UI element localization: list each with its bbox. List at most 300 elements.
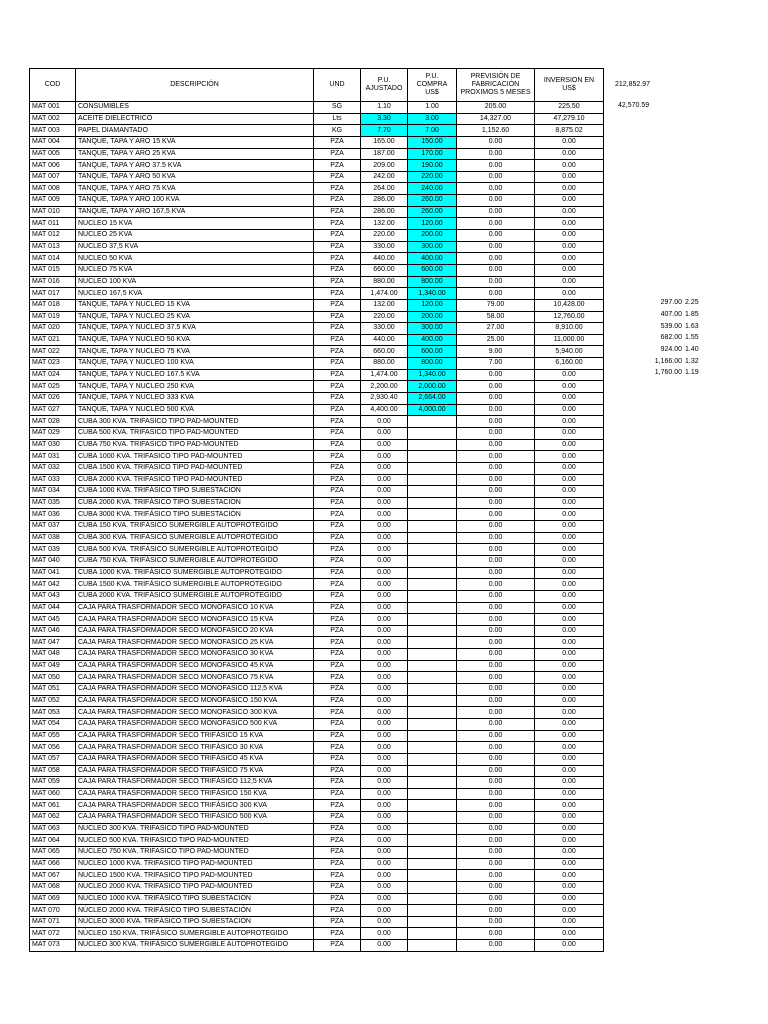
table-row xyxy=(30,334,604,346)
cell-descripcion: CUBA 1000 KVA. TRIFÁSICO SUMERGIBLE AUTOPROTEGIDO xyxy=(76,567,314,579)
cell-cod: MAT 018 xyxy=(30,299,76,311)
cell-und: PZA xyxy=(314,416,361,428)
cell-descripcion: TANQUE, TAPA Y NUCLEO 15 KVA xyxy=(76,299,314,311)
cell-cod: MAT 030 xyxy=(30,439,76,451)
cell-und: PZA xyxy=(314,858,361,870)
cell-cod: MAT 015 xyxy=(30,264,76,276)
cell-pu-compra xyxy=(408,614,457,626)
side-value-unit: 1,166.00 xyxy=(654,357,682,365)
cell-pu-ajustado: 0.00 xyxy=(361,916,408,928)
cell-pu-ajustado: 0.00 xyxy=(361,497,408,509)
cell-descripcion: CONSUMIBLES xyxy=(76,102,314,114)
cell-cod: MAT 014 xyxy=(30,253,76,265)
cell-und: PZA xyxy=(314,404,361,416)
cell-cod: MAT 072 xyxy=(30,928,76,940)
cell-pu-ajustado: 1,474.00 xyxy=(361,288,408,300)
cell-prevision: 0.00 xyxy=(457,812,535,824)
cell-pu-ajustado: 0.00 xyxy=(361,777,408,789)
cell-pu-compra: 600.00 xyxy=(408,264,457,276)
table-row xyxy=(30,870,604,882)
cell-inversion: 0.00 xyxy=(535,532,604,544)
cell-prevision: 0.00 xyxy=(457,276,535,288)
cell-pu-ajustado: 660.00 xyxy=(361,346,408,358)
cell-und: PZA xyxy=(314,486,361,498)
cell-und: PZA xyxy=(314,707,361,719)
cell-pu-compra: 170.00 xyxy=(408,148,457,160)
cell-pu-ajustado: 187.00 xyxy=(361,148,408,160)
cell-descripcion: CAJA PARA TRASFORMADOR SECO MONOFASICO 300 KVA xyxy=(76,707,314,719)
cell-und: PZA xyxy=(314,928,361,940)
cell-prevision: 0.00 xyxy=(457,742,535,754)
cell-pu-ajustado: 2,200.00 xyxy=(361,381,408,393)
cell-prevision: 0.00 xyxy=(457,847,535,859)
table-row xyxy=(30,905,604,917)
cell-descripcion: TANQUE, TAPA Y ARO 167,5 KVA xyxy=(76,206,314,218)
cell-und: PZA xyxy=(314,462,361,474)
cell-prevision: 0.00 xyxy=(457,195,535,207)
cell-cod: MAT 065 xyxy=(30,847,76,859)
cell-pu-ajustado: 4,400.00 xyxy=(361,404,408,416)
cell-pu-ajustado: 0.00 xyxy=(361,555,408,567)
cell-cod: MAT 049 xyxy=(30,660,76,672)
table-row xyxy=(30,113,604,125)
cell-pu-compra: 120.00 xyxy=(408,218,457,230)
cell-pu-compra xyxy=(408,672,457,684)
cell-pu-compra: 400.00 xyxy=(408,334,457,346)
cell-inversion: 0.00 xyxy=(535,823,604,835)
table-row xyxy=(30,695,604,707)
cell-pu-compra: 1,340.00 xyxy=(408,369,457,381)
cell-descripcion: TANQUE, TAPA Y NUCLEO 167.5 KVA xyxy=(76,369,314,381)
cell-und: PZA xyxy=(314,625,361,637)
cell-pu-compra xyxy=(408,858,457,870)
cell-und: PZA xyxy=(314,218,361,230)
cell-descripcion: NÚCLEO 300 KVA. TRIFÁSICO SUMERGIBLE AUTOPROTEGIDO xyxy=(76,940,314,952)
table-row xyxy=(30,497,604,509)
cell-pu-ajustado: 660.00 xyxy=(361,264,408,276)
cell-pu-ajustado: 0.00 xyxy=(361,451,408,463)
cell-und: PZA xyxy=(314,847,361,859)
cell-cod: MAT 026 xyxy=(30,393,76,405)
cell-prevision: 0.00 xyxy=(457,870,535,882)
table-row xyxy=(30,858,604,870)
cell-pu-compra xyxy=(408,684,457,696)
cell-inversion: 11,000.00 xyxy=(535,334,604,346)
table-row xyxy=(30,788,604,800)
table-row xyxy=(30,777,604,789)
cell-prevision: 0.00 xyxy=(457,555,535,567)
cell-pu-ajustado: 0.00 xyxy=(361,707,408,719)
cell-prevision: 0.00 xyxy=(457,264,535,276)
table-row xyxy=(30,195,604,207)
cell-pu-compra xyxy=(408,707,457,719)
cell-cod: MAT 001 xyxy=(30,102,76,114)
cell-pu-compra: 3.00 xyxy=(408,113,457,125)
table-row xyxy=(30,288,604,300)
cell-cod: MAT 061 xyxy=(30,800,76,812)
cell-pu-ajustado: 0.00 xyxy=(361,730,408,742)
cell-pu-compra xyxy=(408,765,457,777)
cell-und: PZA xyxy=(314,369,361,381)
cell-prevision: 0.00 xyxy=(457,695,535,707)
cell-pu-ajustado: 0.00 xyxy=(361,881,408,893)
table-row xyxy=(30,881,604,893)
cell-cod: MAT 003 xyxy=(30,125,76,137)
cell-pu-ajustado: 0.00 xyxy=(361,684,408,696)
cell-inversion: 0.00 xyxy=(535,649,604,661)
header-cod: COD xyxy=(30,69,76,102)
cell-pu-compra xyxy=(408,544,457,556)
table-row xyxy=(30,171,604,183)
cell-prevision: 0.00 xyxy=(457,602,535,614)
cell-inversion: 0.00 xyxy=(535,695,604,707)
cell-prevision: 0.00 xyxy=(457,521,535,533)
cell-und: PZA xyxy=(314,439,361,451)
cell-cod: MAT 068 xyxy=(30,881,76,893)
cell-pu-compra xyxy=(408,800,457,812)
cell-descripcion: CUBA 2000 KVA. TRIFÁSICO SUMERGIBLE AUTOPROTEGIDO xyxy=(76,590,314,602)
cell-cod: MAT 037 xyxy=(30,521,76,533)
cell-und: PZA xyxy=(314,753,361,765)
cell-cod: MAT 002 xyxy=(30,113,76,125)
cell-prevision: 0.00 xyxy=(457,858,535,870)
cell-prevision: 0.00 xyxy=(457,916,535,928)
cell-und: PZA xyxy=(314,905,361,917)
table-row xyxy=(30,730,604,742)
cell-pu-compra: 200.00 xyxy=(408,311,457,323)
cell-cod: MAT 055 xyxy=(30,730,76,742)
cell-cod: MAT 059 xyxy=(30,777,76,789)
cell-cod: MAT 047 xyxy=(30,637,76,649)
cell-pu-ajustado: 0.00 xyxy=(361,695,408,707)
cell-prevision: 0.00 xyxy=(457,160,535,172)
header-row xyxy=(30,69,604,102)
cell-und: PZA xyxy=(314,590,361,602)
cell-und: PZA xyxy=(314,823,361,835)
cell-und: PZA xyxy=(314,148,361,160)
cell-descripcion: NUCLEO 25 KVA xyxy=(76,230,314,242)
cell-inversion: 0.00 xyxy=(535,404,604,416)
cell-pu-compra: 300.00 xyxy=(408,241,457,253)
cell-descripcion: NUCLEO 2000 KVA. TRIFASICO TIPO PAD-MOUNTED xyxy=(76,881,314,893)
cell-pu-ajustado: 330.00 xyxy=(361,241,408,253)
cell-descripcion: CAJA PARA TRASFORMADOR SECO TRIFÁSICO 300 KVA xyxy=(76,800,314,812)
table-row xyxy=(30,160,604,172)
cell-cod: MAT 019 xyxy=(30,311,76,323)
table-row xyxy=(30,125,604,137)
cell-pu-ajustado: 0.00 xyxy=(361,905,408,917)
cell-pu-compra: 2,664.00 xyxy=(408,393,457,405)
header-und: UND xyxy=(314,69,361,102)
cell-cod: MAT 062 xyxy=(30,812,76,824)
cell-inversion: 8,875.02 xyxy=(535,125,604,137)
cell-pu-compra: 150.00 xyxy=(408,136,457,148)
cell-inversion: 0.00 xyxy=(535,579,604,591)
cell-pu-ajustado: 1,474.00 xyxy=(361,369,408,381)
cell-descripcion: CUBA 150 KVA. TRIFÁSICO SUMERGIBLE AUTOPROTEGIDO xyxy=(76,521,314,533)
table-row xyxy=(30,451,604,463)
cell-inversion: 0.00 xyxy=(535,881,604,893)
cell-cod: MAT 028 xyxy=(30,416,76,428)
cell-prevision: 0.00 xyxy=(457,788,535,800)
cell-inversion: 0.00 xyxy=(535,195,604,207)
cell-pu-compra xyxy=(408,777,457,789)
cell-cod: MAT 025 xyxy=(30,381,76,393)
table-row xyxy=(30,590,604,602)
cell-prevision: 0.00 xyxy=(457,148,535,160)
cell-pu-compra xyxy=(408,812,457,824)
table-row xyxy=(30,602,604,614)
cell-pu-compra xyxy=(408,730,457,742)
cell-pu-ajustado: 0.00 xyxy=(361,847,408,859)
cell-inversion: 0.00 xyxy=(535,521,604,533)
table-row xyxy=(30,940,604,952)
cell-descripcion: CAJA PARA TRASFORMADOR SECO MONOFASICO 112,5 KVA xyxy=(76,684,314,696)
cell-inversion: 5,940.00 xyxy=(535,346,604,358)
cell-inversion: 0.00 xyxy=(535,486,604,498)
cell-pu-compra: 800.00 xyxy=(408,358,457,370)
cell-pu-compra: 400.00 xyxy=(408,253,457,265)
cell-pu-ajustado: 0.00 xyxy=(361,765,408,777)
table-row xyxy=(30,358,604,370)
cell-prevision: 0.00 xyxy=(457,462,535,474)
table-row xyxy=(30,102,604,114)
cell-descripcion: TANQUE, TAPA Y ARO 75 KVA xyxy=(76,183,314,195)
cell-inversion: 0.00 xyxy=(535,206,604,218)
header-pu-ajustado: P.U. AJUSTADO xyxy=(361,69,408,102)
cell-prevision: 0.00 xyxy=(457,940,535,952)
cell-pu-ajustado: 3.30 xyxy=(361,113,408,125)
cell-inversion: 0.00 xyxy=(535,148,604,160)
cell-und: PZA xyxy=(314,276,361,288)
cell-pu-compra xyxy=(408,439,457,451)
cell-cod: MAT 043 xyxy=(30,590,76,602)
cell-cod: MAT 016 xyxy=(30,276,76,288)
cell-cod: MAT 040 xyxy=(30,555,76,567)
cell-inversion: 0.00 xyxy=(535,765,604,777)
cell-prevision: 14,327.00 xyxy=(457,113,535,125)
cell-cod: MAT 034 xyxy=(30,486,76,498)
header-pu-compra: P.U. COMPRA US$ xyxy=(408,69,457,102)
cell-prevision: 0.00 xyxy=(457,649,535,661)
cell-cod: MAT 070 xyxy=(30,905,76,917)
cell-pu-ajustado: 440.00 xyxy=(361,253,408,265)
cell-prevision: 0.00 xyxy=(457,393,535,405)
cell-pu-ajustado: 132.00 xyxy=(361,299,408,311)
cell-und: PZA xyxy=(314,812,361,824)
cell-pu-ajustado: 330.00 xyxy=(361,323,408,335)
cell-pu-compra xyxy=(408,416,457,428)
cell-inversion: 0.00 xyxy=(535,940,604,952)
cell-prevision: 0.00 xyxy=(457,253,535,265)
cell-pu-compra: 220.00 xyxy=(408,171,457,183)
cell-descripcion: CUBA 1500 KVA. TRIFASICO TIPO PAD-MOUNTED xyxy=(76,462,314,474)
cell-inversion: 0.00 xyxy=(535,393,604,405)
cell-prevision: 0.00 xyxy=(457,800,535,812)
side-value-ratio: 1.55 xyxy=(685,334,699,342)
cell-inversion: 0.00 xyxy=(535,369,604,381)
table-row xyxy=(30,323,604,335)
cell-prevision: 0.00 xyxy=(457,439,535,451)
table-row xyxy=(30,625,604,637)
cell-pu-ajustado: 880.00 xyxy=(361,276,408,288)
cell-prevision: 0.00 xyxy=(457,707,535,719)
cell-descripcion: CUBA 300 KVA. TRIFÁSICO SUMERGIBLE AUTOPROTEGIDO xyxy=(76,532,314,544)
cell-inversion: 0.00 xyxy=(535,777,604,789)
cell-pu-ajustado: 0.00 xyxy=(361,800,408,812)
cell-descripcion: CAJA PARA TRASFORMADOR SECO TRIFÁSICO 500 KVA xyxy=(76,812,314,824)
cell-cod: MAT 069 xyxy=(30,893,76,905)
cell-cod: MAT 017 xyxy=(30,288,76,300)
side-value-unit: 407.00 xyxy=(660,311,682,319)
cell-pu-ajustado: 0.00 xyxy=(361,753,408,765)
cell-pu-ajustado: 0.00 xyxy=(361,625,408,637)
cell-pu-compra xyxy=(408,637,457,649)
cell-descripcion: TANQUE, TAPA Y ARO 100 KVA xyxy=(76,195,314,207)
table-row xyxy=(30,742,604,754)
cell-cod: MAT 006 xyxy=(30,160,76,172)
cell-und: PZA xyxy=(314,427,361,439)
cell-cod: MAT 007 xyxy=(30,171,76,183)
cell-und: PZA xyxy=(314,451,361,463)
cell-prevision: 7.00 xyxy=(457,358,535,370)
cell-cod: MAT 021 xyxy=(30,334,76,346)
cell-pu-compra xyxy=(408,649,457,661)
cell-prevision: 0.00 xyxy=(457,881,535,893)
table-row xyxy=(30,439,604,451)
cell-cod: MAT 011 xyxy=(30,218,76,230)
cell-prevision: 0.00 xyxy=(457,567,535,579)
table-row xyxy=(30,416,604,428)
cell-und: PZA xyxy=(314,800,361,812)
cell-pu-compra xyxy=(408,509,457,521)
cell-pu-ajustado: 0.00 xyxy=(361,439,408,451)
cell-pu-ajustado: 0.00 xyxy=(361,474,408,486)
cell-cod: MAT 013 xyxy=(30,241,76,253)
cell-und: SG xyxy=(314,102,361,114)
cell-pu-compra xyxy=(408,474,457,486)
cell-inversion: 0.00 xyxy=(535,858,604,870)
cell-cod: MAT 009 xyxy=(30,195,76,207)
cell-und: PZA xyxy=(314,684,361,696)
cell-und: PZA xyxy=(314,171,361,183)
cell-inversion: 0.00 xyxy=(535,730,604,742)
side-value-ratio: 1.40 xyxy=(685,345,699,353)
table-row xyxy=(30,299,604,311)
cell-inversion: 0.00 xyxy=(535,171,604,183)
cell-inversion: 0.00 xyxy=(535,742,604,754)
cell-und: PZA xyxy=(314,358,361,370)
side-value-ratio: 1.32 xyxy=(685,357,699,365)
cell-descripcion: NUCLEO 100 KVA xyxy=(76,276,314,288)
cell-und: PZA xyxy=(314,649,361,661)
table-row xyxy=(30,532,604,544)
cell-inversion: 0.00 xyxy=(535,718,604,730)
cell-pu-ajustado: 0.00 xyxy=(361,940,408,952)
cell-prevision: 0.00 xyxy=(457,497,535,509)
cell-und: PZA xyxy=(314,916,361,928)
cell-pu-compra xyxy=(408,532,457,544)
cell-prevision: 0.00 xyxy=(457,614,535,626)
cell-pu-compra xyxy=(408,567,457,579)
cell-und: PZA xyxy=(314,381,361,393)
cell-inversion: 0.00 xyxy=(535,602,604,614)
cell-inversion: 0.00 xyxy=(535,241,604,253)
cell-und: PZA xyxy=(314,695,361,707)
cell-inversion: 0.00 xyxy=(535,590,604,602)
cell-pu-compra xyxy=(408,555,457,567)
cell-cod: MAT 052 xyxy=(30,695,76,707)
cell-prevision: 0.00 xyxy=(457,474,535,486)
cell-pu-compra xyxy=(408,905,457,917)
cell-und: PZA xyxy=(314,660,361,672)
cell-descripcion: CAJA PARA TRASFORMADOR SECO TRIFÁSICO 30 KVA xyxy=(76,742,314,754)
cell-descripcion: CUBA 1500 KVA. TRIFÁSICO SUMERGIBLE AUTOPROTEGIDO xyxy=(76,579,314,591)
side-value-unit: 297.00 xyxy=(660,299,682,307)
cell-und: PZA xyxy=(314,893,361,905)
cell-prevision: 0.00 xyxy=(457,404,535,416)
cell-pu-ajustado: 0.00 xyxy=(361,858,408,870)
cell-pu-ajustado: 0.00 xyxy=(361,742,408,754)
cell-prevision: 0.00 xyxy=(457,718,535,730)
cell-descripcion: NUCLEO 300 KVA. TRIFASICO TIPO PAD-MOUNTED xyxy=(76,823,314,835)
cell-prevision: 0.00 xyxy=(457,579,535,591)
cell-pu-ajustado: 0.00 xyxy=(361,544,408,556)
side-value-ratio: 1.85 xyxy=(685,311,699,319)
cell-inversion: 0.00 xyxy=(535,707,604,719)
cell-cod: MAT 071 xyxy=(30,916,76,928)
cell-pu-ajustado: 0.00 xyxy=(361,637,408,649)
side-value-ratio: 1.63 xyxy=(685,322,699,330)
table-row xyxy=(30,847,604,859)
cell-pu-ajustado: 0.00 xyxy=(361,614,408,626)
cell-pu-compra xyxy=(408,835,457,847)
cell-inversion: 0.00 xyxy=(535,276,604,288)
cell-prevision: 0.00 xyxy=(457,486,535,498)
cell-pu-ajustado: 242.00 xyxy=(361,171,408,183)
cell-prevision: 0.00 xyxy=(457,765,535,777)
cell-descripcion: PAPEL DIAMANTADO xyxy=(76,125,314,137)
cell-prevision: 79.00 xyxy=(457,299,535,311)
cell-inversion: 0.00 xyxy=(535,753,604,765)
cell-inversion: 0.00 xyxy=(535,637,604,649)
cell-prevision: 0.00 xyxy=(457,206,535,218)
cell-und: PZA xyxy=(314,940,361,952)
cell-descripcion: CAJA PARA TRASFORMADOR SECO TRIFÁSICO 15 KVA xyxy=(76,730,314,742)
cell-descripcion: TANQUE, TAPA Y NUCLEO 333 KVA xyxy=(76,393,314,405)
cell-descripcion: CUBA 500 KVA. TRIFASICO TIPO PAD-MOUNTED xyxy=(76,427,314,439)
cell-descripcion: NUCLEO 750 KVA. TRIFASICO TIPO PAD-MOUNTED xyxy=(76,847,314,859)
side-value-unit: 682.00 xyxy=(660,334,682,342)
cell-pu-compra xyxy=(408,486,457,498)
cell-und: PZA xyxy=(314,870,361,882)
cell-pu-ajustado: 220.00 xyxy=(361,230,408,242)
cell-prevision: 0.00 xyxy=(457,369,535,381)
table-row xyxy=(30,486,604,498)
cell-descripcion: CAJA PARA TRASFORMADOR SECO MONOFASICO 75 KVA xyxy=(76,672,314,684)
cell-pu-ajustado: 286.00 xyxy=(361,206,408,218)
table-row xyxy=(30,218,604,230)
cell-pu-compra xyxy=(408,521,457,533)
cell-pu-ajustado: 264.00 xyxy=(361,183,408,195)
cell-inversion: 0.00 xyxy=(535,916,604,928)
cell-cod: MAT 063 xyxy=(30,823,76,835)
cell-cod: MAT 066 xyxy=(30,858,76,870)
cell-prevision: 0.00 xyxy=(457,416,535,428)
cell-inversion: 8,910.00 xyxy=(535,323,604,335)
cell-und: PZA xyxy=(314,288,361,300)
cell-pu-ajustado: 0.00 xyxy=(361,718,408,730)
